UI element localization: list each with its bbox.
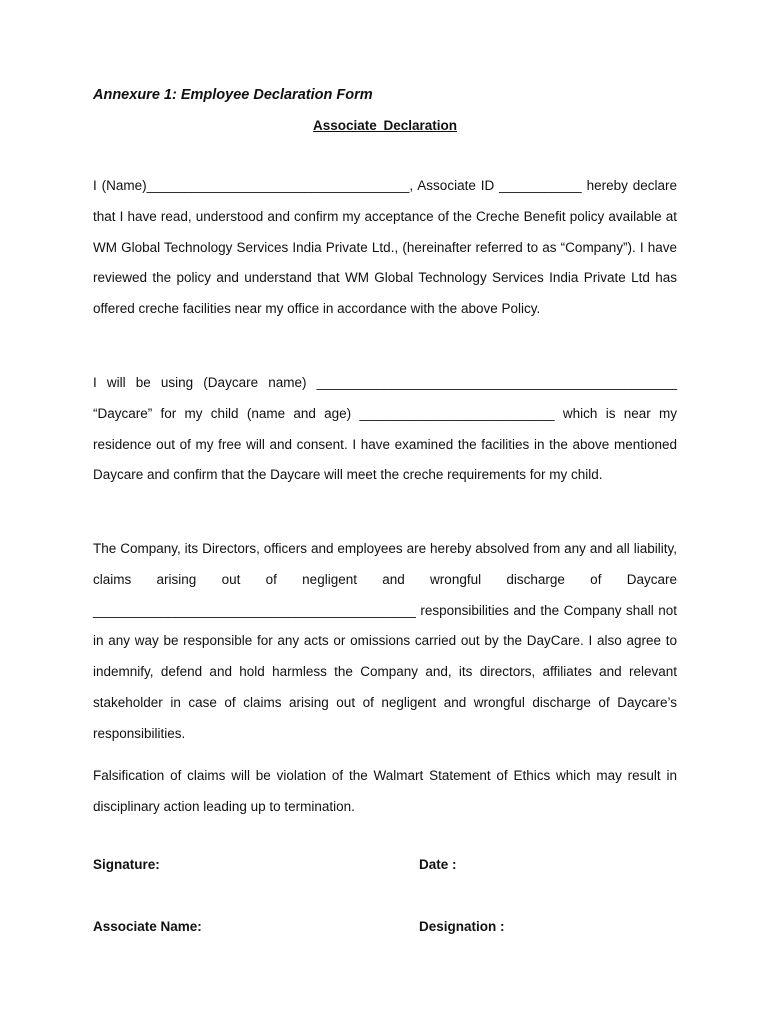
declaration-paragraph-2: I will be using (Daycare name) ________________________________________________ “Daycare” for my child (name and age) __________________________ which is near my residence out of my free will and consent. I have examined the facilities in the above mentioned Daycare and confirm that the Daycare will meet the creche requirements for my child. xyxy=(93,375,677,483)
declaration-paragraph-1: I (Name)___________________________________, Associate ID ___________ hereby declare that I have read, understood and confirm my acceptance of the Creche Benefit policy available at WM Global Technology Services India Private Ltd., (hereinafter referred to as “Company”). I have reviewed the policy and understand that WM Global Technology Services India Private Ltd has offered creche facilities near my office in accordance with the above Policy. xyxy=(93,178,677,317)
annexure-title: Annexure 1: Employee Declaration Form xyxy=(93,87,373,103)
declaration-paragraph-4: Falsification of claims will be violation of the Walmart Statement of Ethics which may result in disciplinary action leading up to termination. xyxy=(93,768,677,814)
declaration-paragraph-3: The Company, its Directors, officers and employees are hereby absolved from any and all liability, claims arising out of negligent and wrongful discharge of Daycare ___________________________________________ responsibilities and the Company shall not in any way be responsible for any acts or omissions carried out by the DayCare. I also agree to indemnify, defend and hold harmless the Company and, its directors, affiliates and relevant stakeholder in case of claims arising out of negligent and wrongful discharge of Daycare’s responsibilities. xyxy=(93,541,677,741)
associate-name-label: Associate Name: xyxy=(93,919,202,934)
date-label: Date : xyxy=(419,857,457,872)
signature-label: Signature: xyxy=(93,857,160,872)
designation-label: Designation : xyxy=(419,919,505,934)
document-title: Associate Declaration xyxy=(312,118,458,133)
